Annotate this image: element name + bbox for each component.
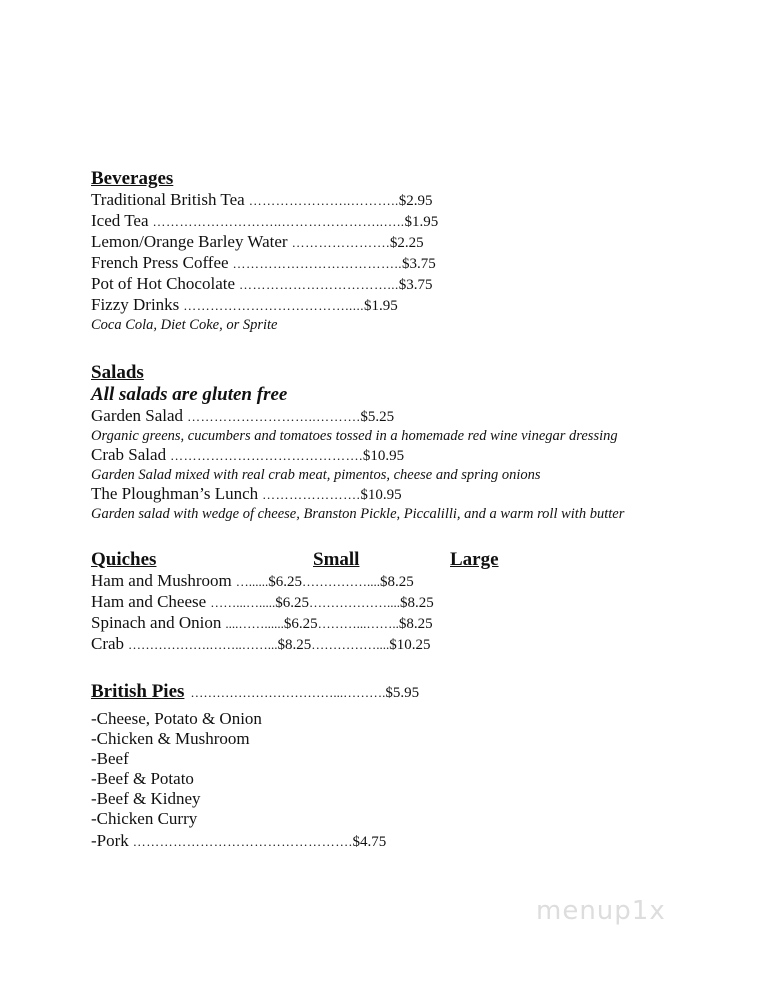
item-description: Garden salad with wedge of cheese, Branston Pickle, Piccalilli, and a warm roll with butter — [91, 506, 625, 522]
dot-leader: …………….... — [301, 574, 380, 589]
menu-item — [91, 445, 691, 466]
beverages-list — [91, 190, 691, 334]
item-price: $5.25 — [360, 409, 395, 425]
pies-list — [91, 709, 691, 852]
quiches-header — [91, 549, 507, 571]
item-name: Crab Salad — [91, 445, 167, 464]
salads-list — [91, 406, 691, 523]
item-name: Spinach and Onion — [91, 613, 222, 632]
list-item: -Beef & Potato — [91, 769, 194, 788]
dot-leader: …………………..……….. — [248, 193, 399, 208]
dot-leader: ………………………..………. — [187, 409, 361, 424]
watermark-logo: menup1x — [536, 896, 666, 926]
dot-leader: ………………………..…………………..….. — [152, 214, 405, 229]
beverages-title: Beverages — [91, 168, 174, 189]
menu-item — [91, 571, 691, 592]
menu-item — [91, 253, 691, 274]
salads-subtitle: All salads are gluten free — [91, 384, 288, 405]
dot-leader: ……...…..... — [210, 595, 276, 610]
dot-leader: …………………. — [291, 235, 390, 250]
dot-leader: ……………………………….. — [232, 256, 403, 271]
menu-item — [91, 232, 691, 253]
price-small: $6.25 — [268, 574, 302, 590]
pies-header — [91, 681, 691, 703]
menu-item — [91, 592, 691, 613]
menu-page — [91, 168, 691, 852]
item-price: $3.75 — [402, 256, 436, 272]
dot-leader: ....……...... — [225, 616, 284, 631]
item-name: Traditional British Tea — [91, 190, 245, 209]
dot-leader: ……………………………... — [239, 277, 399, 292]
item-description: Coca Cola, Diet Coke, or Sprite — [91, 317, 278, 333]
price-small: $6.25 — [275, 595, 309, 611]
item-description: Organic greens, cucumbers and tomatoes tossed in a homemade red wine vinegar dressing — [91, 428, 618, 444]
dot-leader: …………………. — [262, 487, 361, 502]
price-large: $10.25 — [389, 637, 431, 653]
dot-leader: ……………………………...………. — [190, 685, 386, 700]
column-large: Large — [450, 549, 499, 570]
item-name: The Ploughman’s Lunch — [91, 484, 259, 503]
item-name: Crab — [91, 634, 125, 653]
item-price: $10.95 — [360, 487, 402, 503]
salads-title: Salads — [91, 362, 144, 383]
price-large: $8.25 — [398, 616, 433, 632]
list-item: -Cheese, Potato & Onion — [91, 709, 262, 728]
menu-item — [91, 484, 691, 505]
menu-item — [91, 634, 691, 655]
price-large: $8.25 — [379, 574, 414, 590]
column-small: Small — [313, 549, 360, 570]
menu-item — [91, 190, 691, 211]
list-item: -Chicken Curry — [91, 809, 198, 828]
list-item: -Beef — [91, 749, 129, 768]
price-small: $8.25 — [277, 637, 312, 653]
quiches-title: Quiches — [91, 549, 157, 570]
item-name: Ham and Cheese — [91, 592, 207, 611]
dot-leader: ………...…….. — [317, 616, 399, 631]
menu-item — [91, 831, 691, 852]
menu-item — [91, 274, 691, 295]
menu-item — [91, 406, 691, 427]
menu-item — [91, 613, 691, 634]
dot-leader: ……………….……..……... — [128, 637, 278, 652]
item-price: $3.75 — [398, 277, 433, 293]
dot-leader: …...... — [235, 574, 269, 589]
menu-item — [91, 211, 691, 232]
item-price: $4.75 — [352, 834, 387, 850]
list-item: -Chicken & Mushroom — [91, 729, 250, 748]
price-large: $8.25 — [399, 595, 434, 611]
item-price: $5.95 — [385, 685, 420, 701]
item-description: Garden Salad mixed with real crab meat, pimentos, cheese and spring onions — [91, 467, 541, 483]
quiches-list — [91, 571, 691, 655]
list-item: -Beef & Kidney — [91, 789, 201, 808]
price-small: $6.25 — [283, 616, 318, 632]
item-price: $2.95 — [398, 193, 433, 209]
pies-title: British Pies — [91, 681, 185, 702]
item-name: -Pork — [91, 831, 129, 850]
dot-leader: …………………………………………. — [132, 834, 353, 849]
item-name: Fizzy Drinks — [91, 295, 180, 314]
dot-leader: ………………………………..... — [183, 298, 365, 313]
item-price: $10.95 — [362, 448, 405, 464]
dot-leader: …………….... — [311, 637, 390, 652]
item-price: $2.25 — [389, 235, 424, 251]
item-name: Garden Salad — [91, 406, 184, 425]
item-name: Pot of Hot Chocolate — [91, 274, 236, 293]
item-name: French Press Coffee — [91, 253, 229, 272]
item-price: $1.95 — [404, 214, 439, 230]
dot-leader: ……………………………………. — [170, 448, 363, 463]
item-name: Iced Tea — [91, 211, 149, 230]
item-price: $1.95 — [364, 298, 398, 314]
dot-leader: ……………….... — [308, 595, 400, 610]
item-name: Ham and Mushroom — [91, 571, 232, 590]
item-name: Lemon/Orange Barley Water — [91, 232, 288, 251]
menu-item — [91, 295, 691, 316]
